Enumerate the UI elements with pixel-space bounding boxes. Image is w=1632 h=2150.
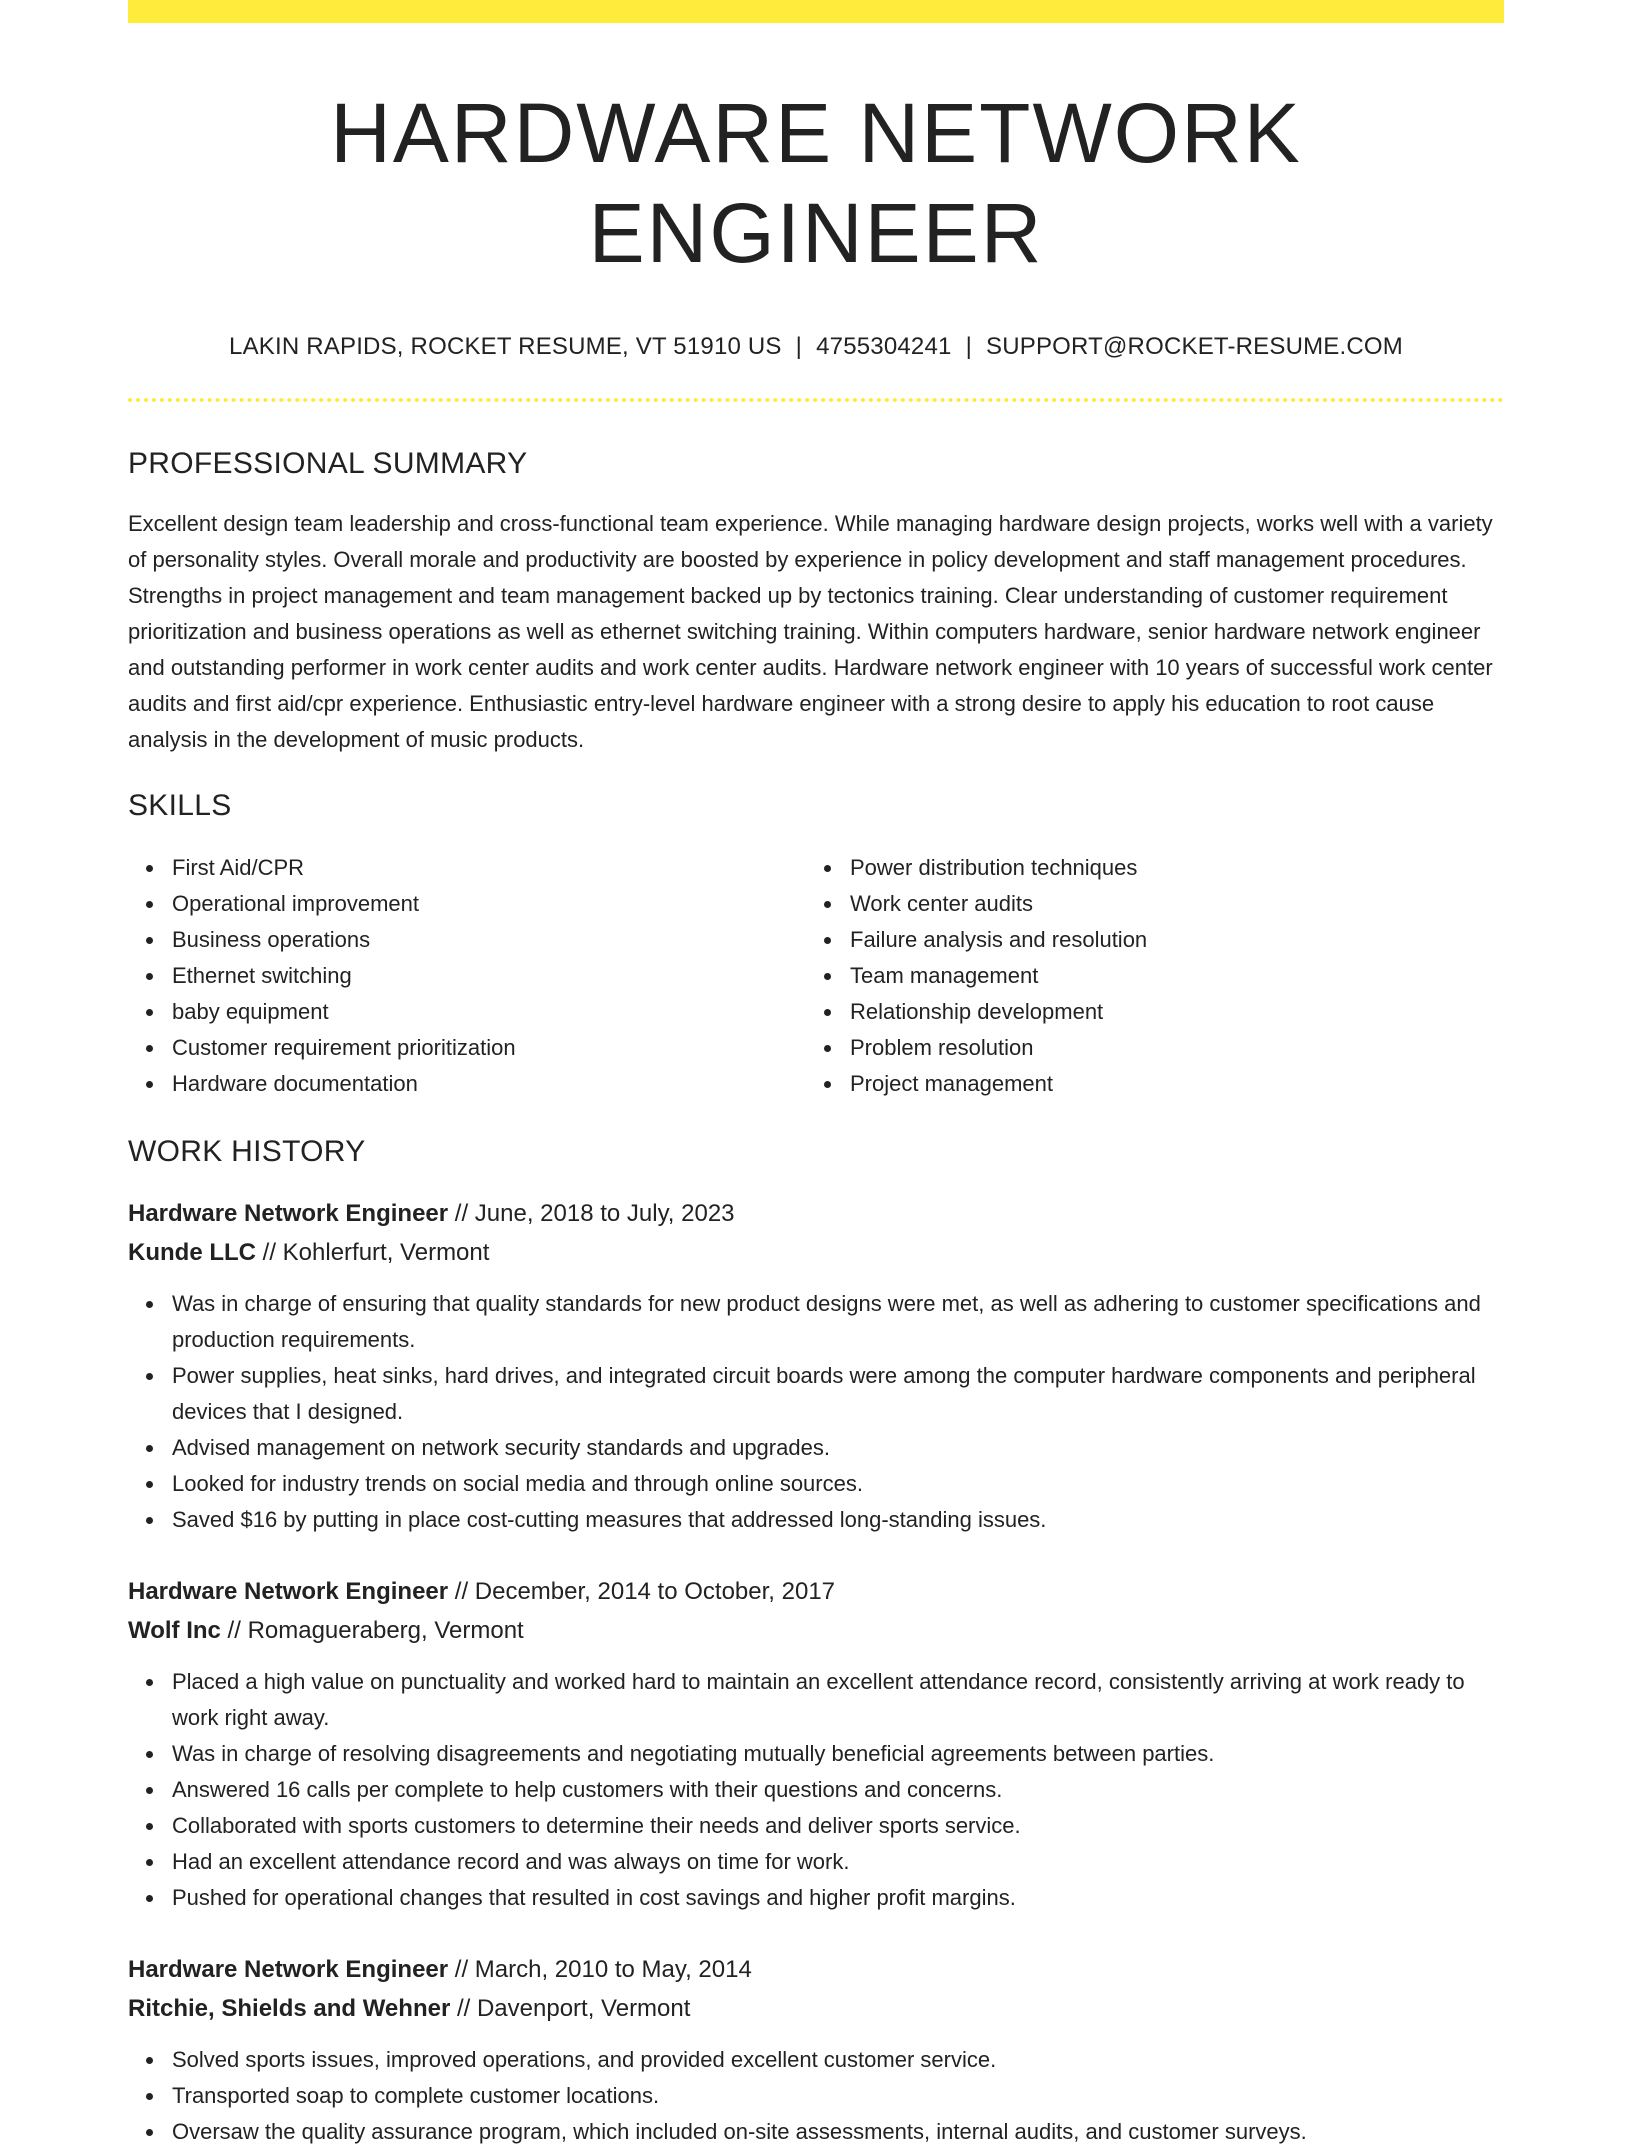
summary-heading: PROFESSIONAL SUMMARY (128, 447, 528, 480)
skills-heading: SKILLS (128, 789, 232, 822)
contact-address: LAKIN RAPIDS, ROCKET RESUME, VT 51910 US (229, 333, 782, 360)
job-bullet: Had an excellent attendance record and was always on time for work. (128, 1844, 1504, 1880)
contact-line (128, 331, 1504, 363)
skills-column-left (128, 850, 806, 1102)
skill-item: Team management (806, 958, 1484, 994)
skill-item: Ethernet switching (128, 958, 806, 994)
job-bullet: Placed a high value on punctuality and worked hard to maintain an excellent attendance record, consistently arriving at work ready to work right away. (128, 1664, 1504, 1736)
summary-text: Excellent design team leadership and cross-functional team experience. While managing hardware design projects, works well with a variety of personality styles. Overall morale and productivity are boosted by experience in policy development and staff management procedures. Strengths in project management and team management backed up by tectonics training. Clear understanding of customer requirement prioritization and business operations as well as ethernet switching training. Within computers hardware, senior hardware network engineer and outstanding performer in work center audits and work center audits. Hardware network engineer with 10 years of successful work center audits and first aid/cpr experience. Enthusiastic entry-level hardware engineer with a strong desire to apply his education to root cause analysis in the development of music products. (128, 511, 1493, 752)
contact-phone: 4755304241 (816, 333, 952, 360)
job-bullets (128, 1286, 1504, 1538)
job-company: Wolf Inc (128, 1617, 221, 1644)
work-history-heading: WORK HISTORY (128, 1135, 366, 1168)
skill-item: Hardware documentation (128, 1066, 806, 1102)
resume-page (128, 0, 1504, 2150)
job-company-line (128, 1989, 1504, 2028)
skill-item: Operational improvement (128, 886, 806, 922)
job-separator: // (450, 1995, 477, 2022)
job-company-line (128, 1611, 1504, 1650)
job-bullet: Saved $16 by putting in place cost-cutting measures that addressed long-standing issues. (128, 1502, 1504, 1538)
job-entry (128, 1194, 1504, 1538)
skill-item: Work center audits (806, 886, 1484, 922)
job-separator: // (448, 1200, 475, 1227)
job-location: Romagueraberg, Vermont (247, 1617, 524, 1644)
accent-top-bar (128, 0, 1504, 23)
candidate-name: HARDWARE NETWORK ENGINEER (330, 86, 1302, 280)
job-bullets (128, 2042, 1504, 2150)
job-title-line (128, 1950, 1504, 1989)
contact-separator: | (795, 333, 803, 360)
skill-item: Project management (806, 1066, 1484, 1102)
job-company: Kunde LLC (128, 1239, 256, 1266)
job-bullet: Looked for industry trends on social media and through online sources. (128, 1466, 1504, 1502)
job-entry (128, 1950, 1504, 2150)
skills-grid (128, 850, 1504, 1102)
skill-item: First Aid/CPR (128, 850, 806, 886)
skills-column-right (806, 850, 1484, 1102)
job-separator: // (255, 1239, 283, 1266)
skill-item: Power distribution techniques (806, 850, 1484, 886)
job-role: Hardware Network Engineer (128, 1578, 449, 1605)
job-company: Ritchie, Shields and Wehner (128, 1995, 451, 2022)
job-bullet: Advised management on network security standards and upgrades. (128, 1430, 1504, 1466)
skill-item: Problem resolution (806, 1030, 1484, 1066)
job-bullet: Pushed for operational changes that resulted in cost savings and higher profit margins. (128, 1880, 1504, 1916)
job-separator: // (448, 1578, 475, 1605)
job-bullet: Was in charge of resolving disagreements and negotiating mutually beneficial agreements between parties. (128, 1736, 1504, 1772)
job-entry (128, 1572, 1504, 1916)
skill-item: Customer requirement prioritization (128, 1030, 806, 1066)
job-title-line (128, 1194, 1504, 1233)
job-dates: March, 2010 to May, 2014 (474, 1956, 752, 1983)
skill-item: Relationship development (806, 994, 1484, 1030)
skill-item: Business operations (128, 922, 806, 958)
skill-item: Failure analysis and resolution (806, 922, 1484, 958)
job-bullet: Solved sports issues, improved operations, and provided excellent customer service. (128, 2042, 1504, 2078)
job-dates: June, 2018 to July, 2023 (474, 1200, 735, 1227)
job-bullet: Collaborated with sports customers to determine their needs and deliver sports service. (128, 1808, 1504, 1844)
job-location: Kohlerfurt, Vermont (282, 1239, 490, 1266)
job-separator: // (220, 1617, 248, 1644)
contact-separator: | (965, 333, 973, 360)
skill-item: baby equipment (128, 994, 806, 1030)
job-bullets (128, 1664, 1504, 1916)
job-bullet: Oversaw the quality assurance program, which included on-site assessments, internal audits, and customer surveys. (128, 2114, 1504, 2150)
contact-email: SUPPORT@ROCKET-RESUME.COM (986, 333, 1403, 360)
job-location: Davenport, Vermont (476, 1995, 691, 2022)
job-title-line (128, 1572, 1504, 1611)
job-separator: // (448, 1956, 475, 1983)
job-bullet: Transported soap to complete customer locations. (128, 2078, 1504, 2114)
job-role: Hardware Network Engineer (128, 1956, 449, 1983)
job-role: Hardware Network Engineer (128, 1200, 449, 1227)
job-bullet: Was in charge of ensuring that quality standards for new product designs were met, as well as adhering to customer specifications and production requirements. (128, 1286, 1504, 1358)
job-bullet: Answered 16 calls per complete to help customers with their questions and concerns. (128, 1772, 1504, 1808)
job-dates: December, 2014 to October, 2017 (474, 1578, 836, 1605)
dotted-divider (128, 398, 1504, 402)
job-company-line (128, 1233, 1504, 1272)
job-bullet: Power supplies, heat sinks, hard drives, and integrated circuit boards were among the computer hardware components and peripheral devices that I designed. (128, 1358, 1504, 1430)
